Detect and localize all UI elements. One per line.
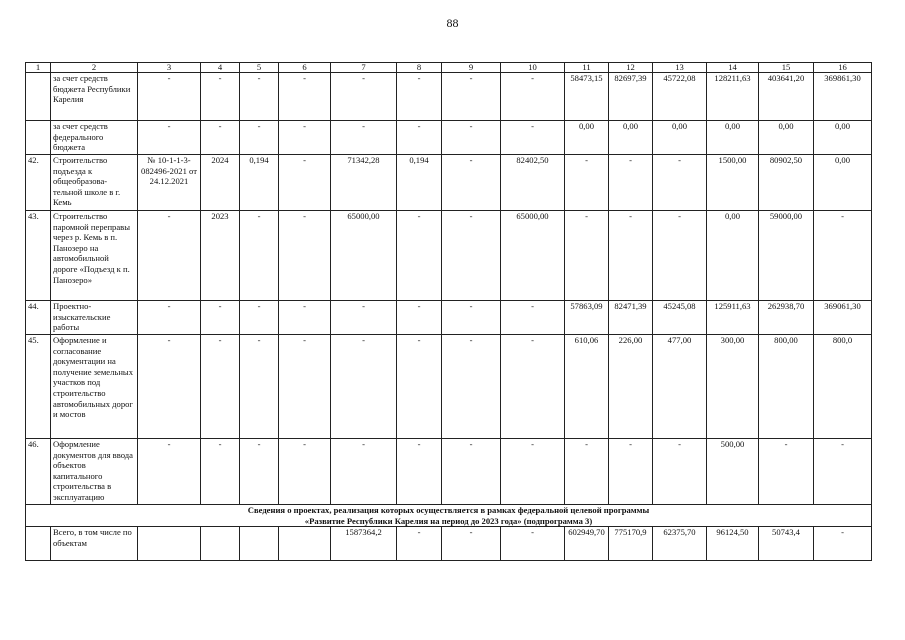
cell-col-15: 59000,00 (759, 211, 814, 301)
cell-col-4 (201, 527, 240, 561)
project-table (25, 62, 872, 561)
cell-col-16: - (814, 439, 872, 505)
cell-col-3: - (138, 301, 201, 335)
cell-col-12: 82697,39 (609, 73, 653, 121)
cell-col-10: 65000,00 (501, 211, 565, 301)
cell-col-15: 0,00 (759, 121, 814, 155)
cell-col-9: - (442, 439, 501, 505)
cell-col-14: 128211,63 (707, 73, 759, 121)
column-header: 16 (814, 63, 872, 73)
cell-col-10: - (501, 121, 565, 155)
cell-col-11: 610,06 (565, 335, 609, 439)
cell-col-15: 50743,4 (759, 527, 814, 561)
column-header: 10 (501, 63, 565, 73)
cell-col-6 (279, 527, 331, 561)
cell-col-1: 45. (26, 335, 51, 439)
cell-col-13: 0,00 (653, 121, 707, 155)
cell-col-4: - (201, 335, 240, 439)
cell-col-15: 403641,20 (759, 73, 814, 121)
cell-col-2: за счет средств федерального бюджета (51, 121, 138, 155)
cell-col-15: - (759, 439, 814, 505)
cell-col-13: 45722,08 (653, 73, 707, 121)
column-header: 1 (26, 63, 51, 73)
cell-col-2: Строительство подъезда к общеобразова-тельной школе в г. Кемь (51, 155, 138, 211)
cell-col-16: 369861,30 (814, 73, 872, 121)
cell-col-15: 80902,50 (759, 155, 814, 211)
cell-col-3: - (138, 211, 201, 301)
table-row (26, 301, 872, 335)
cell-col-6: - (279, 301, 331, 335)
cell-col-5: - (240, 335, 279, 439)
column-header: 5 (240, 63, 279, 73)
cell-col-9: - (442, 527, 501, 561)
cell-col-1: 43. (26, 211, 51, 301)
cell-col-13: - (653, 155, 707, 211)
cell-col-2: Строительство паромной переправы через р. Кемь в п. Панозеро на автомобильной дороге «Подъезд к п. Панозеро» (51, 211, 138, 301)
cell-col-10: - (501, 73, 565, 121)
cell-col-11: - (565, 155, 609, 211)
column-header: 8 (397, 63, 442, 73)
cell-col-12: 226,00 (609, 335, 653, 439)
cell-col-5: - (240, 439, 279, 505)
cell-col-9: - (442, 155, 501, 211)
cell-col-12: - (609, 211, 653, 301)
cell-col-8: - (397, 211, 442, 301)
cell-col-14: 0,00 (707, 211, 759, 301)
cell-col-12: 0,00 (609, 121, 653, 155)
total-row (26, 527, 872, 561)
cell-col-11: 58473,15 (565, 73, 609, 121)
cell-col-4: - (201, 73, 240, 121)
cell-col-7: - (331, 301, 397, 335)
cell-col-15: 262938,70 (759, 301, 814, 335)
cell-col-14: 500,00 (707, 439, 759, 505)
column-header: 15 (759, 63, 814, 73)
section-header-line2: «Развитие Республики Карелия на период до 2023 года» (подпрограмма 3) (304, 515, 593, 526)
cell-col-3: - (138, 335, 201, 439)
table-row (26, 335, 872, 439)
cell-col-1: 44. (26, 301, 51, 335)
cell-col-2: Оформление и согласование документации на получение земельных участков под строительство автомобильных дорог и мостов (51, 335, 138, 439)
page-number: 88 (446, 16, 459, 30)
column-header: 11 (565, 63, 609, 73)
cell-col-9: - (442, 301, 501, 335)
cell-col-4: - (201, 301, 240, 335)
cell-col-16: 0,00 (814, 155, 872, 211)
cell-col-8: - (397, 527, 442, 561)
table-row (26, 211, 872, 301)
cell-col-7: - (331, 73, 397, 121)
cell-col-13: 45245,08 (653, 301, 707, 335)
cell-col-9: - (442, 211, 501, 301)
cell-col-3: - (138, 121, 201, 155)
table-row (26, 121, 872, 155)
cell-col-1: 46. (26, 439, 51, 505)
cell-col-11: - (565, 439, 609, 505)
cell-col-6: - (279, 73, 331, 121)
cell-col-9: - (442, 335, 501, 439)
cell-col-8: - (397, 73, 442, 121)
cell-col-11: 57863,09 (565, 301, 609, 335)
cell-col-3: - (138, 73, 201, 121)
column-header: 6 (279, 63, 331, 73)
column-header: 13 (653, 63, 707, 73)
cell-col-7: - (331, 439, 397, 505)
cell-col-13: 62375,70 (653, 527, 707, 561)
cell-col-16: - (814, 211, 872, 301)
cell-col-12: - (609, 155, 653, 211)
table-row (26, 73, 872, 121)
cell-col-8: - (397, 439, 442, 505)
cell-col-11: - (565, 211, 609, 301)
cell-col-6: - (279, 335, 331, 439)
cell-col-16: 0,00 (814, 121, 872, 155)
cell-col-2: за счет средств бюджета Республики Карелия (51, 73, 138, 121)
cell-col-5 (240, 527, 279, 561)
cell-col-7: 65000,00 (331, 211, 397, 301)
cell-col-15: 800,00 (759, 335, 814, 439)
cell-col-13: - (653, 211, 707, 301)
cell-col-8: - (397, 121, 442, 155)
cell-col-5: - (240, 121, 279, 155)
cell-col-14: 125911,63 (707, 301, 759, 335)
cell-col-12: 82471,39 (609, 301, 653, 335)
cell-col-5: - (240, 73, 279, 121)
cell-col-7: - (331, 121, 397, 155)
cell-col-8: - (397, 301, 442, 335)
cell-col-5: - (240, 211, 279, 301)
cell-col-1 (26, 73, 51, 121)
column-header: 2 (51, 63, 138, 73)
column-header: 12 (609, 63, 653, 73)
cell-col-8: 0,194 (397, 155, 442, 211)
cell-col-5: 0,194 (240, 155, 279, 211)
cell-col-1 (26, 121, 51, 155)
cell-col-4: 2023 (201, 211, 240, 301)
column-header: 4 (201, 63, 240, 73)
cell-col-11: 0,00 (565, 121, 609, 155)
column-header: 9 (442, 63, 501, 73)
cell-col-2: Всего, в том числе по объектам (51, 527, 138, 561)
cell-col-9: - (442, 73, 501, 121)
cell-col-14: 300,00 (707, 335, 759, 439)
table-row (26, 439, 872, 505)
cell-col-1 (26, 527, 51, 561)
header-row (26, 63, 872, 73)
cell-col-4: - (201, 439, 240, 505)
cell-col-6: - (279, 211, 331, 301)
section-header-line1: Сведения о проектах, реализация которых осуществляется в рамках федеральной целевой программы (247, 505, 650, 515)
cell-col-8: - (397, 335, 442, 439)
cell-col-10: 82402,50 (501, 155, 565, 211)
cell-col-10: - (501, 527, 565, 561)
cell-col-12: - (609, 439, 653, 505)
cell-col-11: 602949,70 (565, 527, 609, 561)
cell-col-4: 2024 (201, 155, 240, 211)
cell-col-16: 800,0 (814, 335, 872, 439)
cell-col-13: - (653, 439, 707, 505)
cell-col-3 (138, 527, 201, 561)
cell-col-3: - (138, 439, 201, 505)
cell-col-14: 1500,00 (707, 155, 759, 211)
cell-col-10: - (501, 335, 565, 439)
column-header: 3 (138, 63, 201, 73)
cell-col-4: - (201, 121, 240, 155)
cell-col-10: - (501, 301, 565, 335)
cell-col-9: - (442, 121, 501, 155)
cell-col-7: 71342,28 (331, 155, 397, 211)
cell-col-14: 96124,50 (707, 527, 759, 561)
cell-col-6: - (279, 121, 331, 155)
cell-col-7: 1587364,2 (331, 527, 397, 561)
cell-col-16: 369061,30 (814, 301, 872, 335)
cell-col-14: 0,00 (707, 121, 759, 155)
cell-col-3: № 10-1-1-3-082496-2021 от 24.12.2021 (138, 155, 201, 211)
cell-col-2: Оформление документов для ввода объектов капитального строительства в эксплуатацию (51, 439, 138, 505)
cell-col-7: - (331, 335, 397, 439)
column-header: 7 (331, 63, 397, 73)
section-header-row (26, 505, 872, 527)
column-header: 14 (707, 63, 759, 73)
cell-col-2: Проектно-изыскательские работы (51, 301, 138, 335)
cell-col-6: - (279, 155, 331, 211)
cell-col-6: - (279, 439, 331, 505)
cell-col-13: 477,00 (653, 335, 707, 439)
cell-col-10: - (501, 439, 565, 505)
cell-col-16: - (814, 527, 872, 561)
cell-col-5: - (240, 301, 279, 335)
table-row (26, 155, 872, 211)
cell-col-12: 775170,9 (609, 527, 653, 561)
cell-col-1: 42. (26, 155, 51, 211)
section-header (26, 505, 872, 527)
